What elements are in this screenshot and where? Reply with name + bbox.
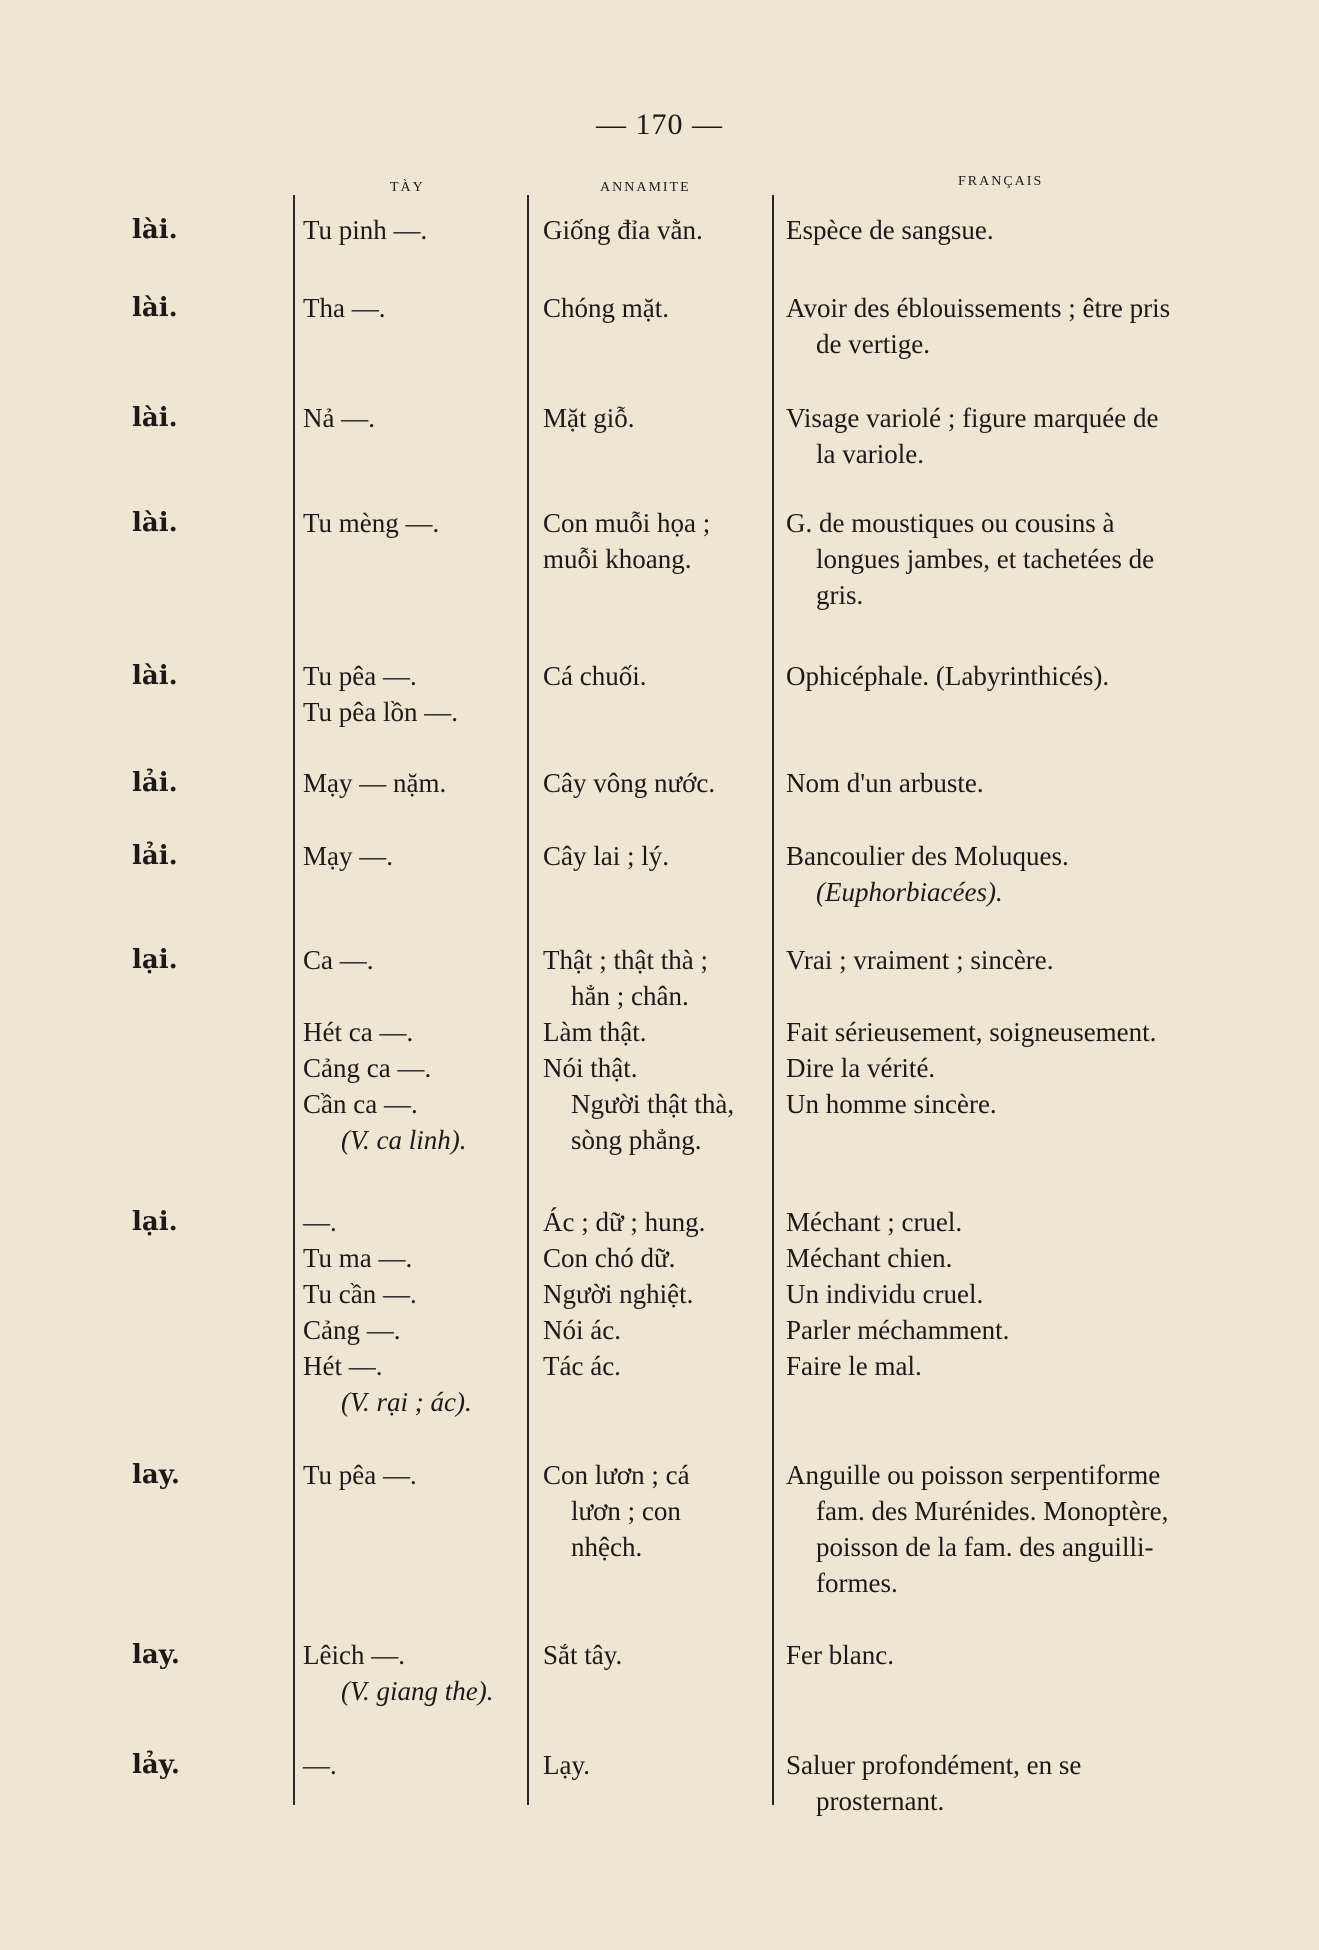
entry-francais-line: Visage variolé ; figure marquée de (786, 403, 1159, 433)
entry-headword: lại. (132, 945, 178, 975)
entry-annamite-line: hẳn ; chân. (571, 981, 689, 1011)
entry-francais-line: Parler méchamment. (786, 1315, 1010, 1345)
entry-tay-line: —. (303, 1207, 337, 1237)
column-rule-2 (527, 195, 529, 1805)
entry-francais-line: (Euphorbiacées). (816, 877, 1003, 907)
entry-francais-line: Anguille ou poisson serpentiforme (786, 1460, 1161, 1490)
entry-tay-line: Mạy —. (303, 841, 393, 871)
entry-francais (786, 942, 1246, 1122)
entry-headword: lại. (132, 1207, 178, 1237)
entry-francais (786, 1457, 1246, 1601)
entry-tay-line: Tu ma —. (303, 1243, 413, 1273)
column-header-francais: FRANÇAIS (958, 174, 1044, 189)
entry-annamite-line: Lạy. (543, 1750, 590, 1780)
entry-annamite (543, 658, 646, 694)
column-rule-3 (772, 195, 774, 1805)
entry-annamite (543, 1457, 690, 1565)
entry-annamite (543, 1747, 590, 1783)
entry-headword: lay. (132, 1460, 180, 1490)
entry-francais-line: formes. (816, 1568, 898, 1598)
entry-francais-line: G. de moustiques ou cousins à (786, 508, 1115, 538)
entry-annamite (543, 1204, 705, 1384)
entry-annamite (543, 400, 635, 436)
entry-francais-line: Faire le mal. (786, 1351, 922, 1381)
entry-annamite (543, 838, 669, 874)
entry-tay-line: (V. ca linh). (341, 1125, 467, 1155)
entry-tay (303, 290, 385, 326)
entry-tay-line: —. (303, 1750, 337, 1780)
entry-annamite-line: nhệch. (571, 1532, 643, 1562)
entry-annamite-line: Người nghiệt. (543, 1279, 694, 1309)
entry-francais-line: Avoir des éblouissements ; être pris (786, 293, 1171, 323)
entry-tay-line: Tu pêa —. (303, 661, 417, 691)
entry-francais-line: Un individu cruel. (786, 1279, 984, 1309)
entry-francais-line: Fer blanc. (786, 1640, 894, 1670)
entry-annamite (543, 765, 715, 801)
entry-francais (786, 1637, 1246, 1673)
entry-francais (786, 212, 1246, 248)
entry-headword: lài. (132, 215, 178, 245)
entry-annamite (543, 505, 710, 577)
entry-francais-line: Dire la vérité. (786, 1053, 936, 1083)
entry-francais-line: prosternant. (816, 1786, 945, 1816)
entry-annamite-line: Sắt tây. (543, 1640, 623, 1670)
entry-annamite-line: Giống đỉa vằn. (543, 215, 703, 245)
entry-francais-line: Nom d'un arbuste. (786, 768, 984, 798)
column-rule-1 (293, 195, 295, 1805)
entry-annamite (543, 1637, 622, 1673)
entry-annamite-line: Người thật thà, (571, 1089, 735, 1119)
entry-annamite (543, 212, 703, 248)
entry-tay (303, 942, 466, 1158)
entry-tay-line: Tu pêa —. (303, 1460, 417, 1490)
entry-francais (786, 838, 1246, 910)
entry-annamite-line: Mặt giỗ. (543, 403, 635, 433)
entry-annamite-line: Thật ; thật thà ; (543, 945, 708, 975)
entry-annamite-line: Cây vông nước. (543, 768, 716, 798)
entry-tay-line: Tu cần —. (303, 1279, 417, 1309)
entry-francais-line: la variole. (816, 439, 924, 469)
entry-annamite-line: Con muỗi họa ; (543, 508, 711, 538)
entry-francais-line: Vrai ; vraiment ; sincère. (786, 945, 1054, 975)
entry-francais (786, 1204, 1246, 1384)
entry-francais-line: Un homme sincère. (786, 1089, 997, 1119)
entry-headword: lảy. (132, 1750, 180, 1780)
page-number: — 170 — (596, 108, 723, 141)
entry-tay-line (303, 978, 466, 1014)
entry-francais-line: Espèce de sangsue. (786, 215, 994, 245)
entry-francais-line: Bancoulier des Moluques. (786, 841, 1069, 871)
entry-tay-line: Mạy — nặm. (303, 768, 447, 798)
entry-headword: lải. (132, 841, 178, 871)
entry-tay (303, 765, 446, 801)
entry-annamite-line: Nói thật. (543, 1053, 638, 1083)
entry-francais-line: Saluer profondément, en se (786, 1750, 1082, 1780)
entry-headword: lài. (132, 508, 178, 538)
entry-tay-line: Cần ca —. (303, 1089, 418, 1119)
entry-annamite-line: Con chó dữ. (543, 1243, 676, 1273)
entry-tay-line: Tu pinh —. (303, 215, 428, 245)
entry-annamite-line: Cá chuối. (543, 661, 647, 691)
entry-francais-line: gris. (816, 580, 864, 610)
entry-annamite-line: sòng phẳng. (571, 1125, 702, 1155)
entry-annamite (543, 942, 734, 1158)
entry-annamite-line: Làm thật. (543, 1017, 647, 1047)
entry-tay-line: Hét ca —. (303, 1017, 414, 1047)
entry-tay-line: (V. rại ; ác). (341, 1387, 472, 1417)
entry-annamite-line: Tác ác. (543, 1351, 621, 1381)
entry-annamite-line: lươn ; con (571, 1496, 681, 1526)
entry-francais (786, 505, 1246, 613)
entry-tay (303, 1637, 493, 1709)
entry-francais (786, 290, 1246, 362)
entry-tay (303, 400, 375, 436)
entry-annamite-line: Cây lai ; lý. (543, 841, 669, 871)
entry-francais-line: fam. des Murénides. Monoptère, (816, 1496, 1169, 1526)
entry-tay (303, 505, 439, 541)
entry-francais (786, 658, 1246, 694)
entry-annamite-line: Con lươn ; cá (543, 1460, 690, 1490)
entry-francais-line (786, 978, 1246, 1014)
entry-tay-line: Lêich —. (303, 1640, 405, 1670)
entry-tay (303, 212, 427, 248)
entry-headword: lài. (132, 661, 178, 691)
entry-tay (303, 1457, 417, 1493)
entry-tay-line: Tu pêa lồn —. (303, 697, 459, 727)
entry-annamite-line: muỗi khoang. (543, 544, 692, 574)
entry-francais-line: Ophicéphale. (Labyrinthicés). (786, 661, 1110, 691)
entry-headword: lải. (132, 768, 178, 798)
entry-headword: lay. (132, 1640, 180, 1670)
entry-tay (303, 838, 393, 874)
entry-francais (786, 1747, 1246, 1819)
column-header-annamite: ANNAMITE (600, 180, 691, 195)
column-header-tay: TÀY (390, 180, 425, 195)
entry-annamite (543, 290, 669, 326)
entry-tay (303, 1204, 472, 1420)
entry-francais-line: Fait sérieusement, soigneusement. (786, 1017, 1157, 1047)
entry-francais-line: Méchant ; cruel. (786, 1207, 963, 1237)
entry-francais-line: longues jambes, et tachetées de (816, 544, 1155, 574)
entry-annamite-line: Ác ; dữ ; hung. (543, 1207, 706, 1237)
entry-francais-line: poisson de la fam. des anguilli- (816, 1532, 1154, 1562)
entry-tay-line: Tu mèng —. (303, 508, 440, 538)
entry-annamite-line: Chóng mặt. (543, 293, 669, 323)
entry-tay-line: Nả —. (303, 403, 375, 433)
entry-tay-line: Tha —. (303, 293, 386, 323)
entry-tay (303, 1747, 337, 1783)
entry-tay-line: Hét —. (303, 1351, 383, 1381)
entry-tay-line: Cảng ca —. (303, 1053, 432, 1083)
entry-annamite-line: Nói ác. (543, 1315, 621, 1345)
entry-tay-line: Ca —. (303, 945, 374, 975)
entry-headword: lài. (132, 293, 178, 323)
entry-tay (303, 658, 458, 730)
entry-francais-line: Méchant chien. (786, 1243, 953, 1273)
entry-francais (786, 765, 1246, 801)
entry-headword: lài. (132, 403, 178, 433)
entry-tay-line: (V. giang the). (341, 1676, 494, 1706)
entry-francais (786, 400, 1246, 472)
entry-tay-line: Cảng —. (303, 1315, 401, 1345)
entry-francais-line: de vertige. (816, 329, 930, 359)
